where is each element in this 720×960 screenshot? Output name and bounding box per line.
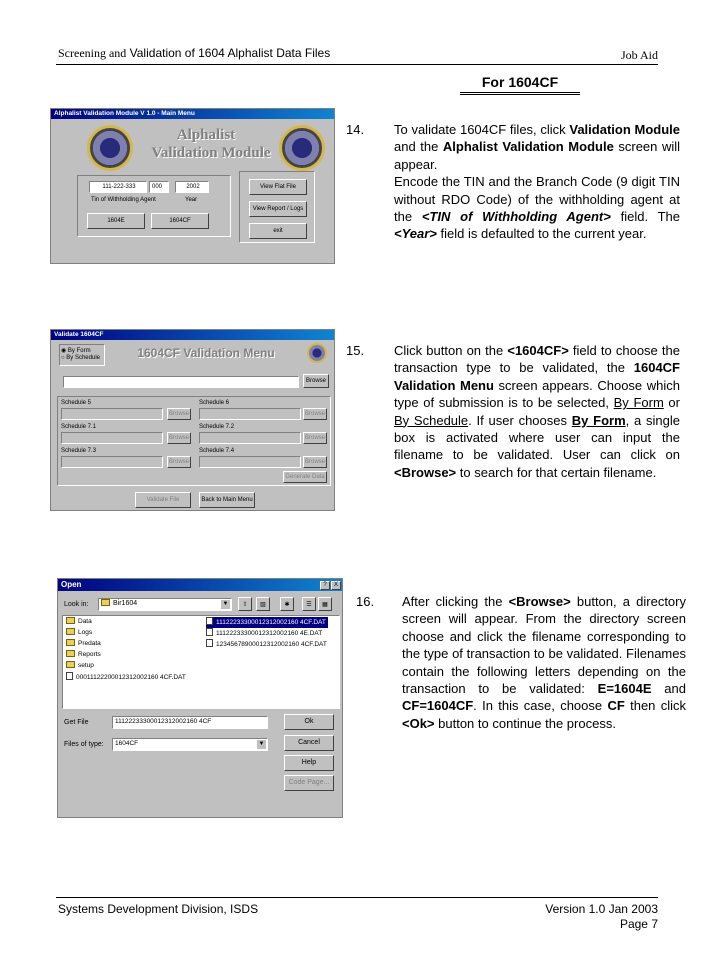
up-folder-icon[interactable]: ⇧ <box>238 597 252 611</box>
header-rule <box>56 64 658 65</box>
help-title-button[interactable]: ? <box>320 581 330 590</box>
text-run: field is defaulted to the current year. <box>436 226 647 242</box>
footer-version-page <box>545 902 658 932</box>
look-in-value: Bir1604 <box>113 600 138 607</box>
step-number: 14. <box>346 122 365 137</box>
folder-icon <box>66 650 75 657</box>
schedule-6-field <box>199 408 301 420</box>
open-dialog-screenshot <box>57 578 343 818</box>
file-icon <box>206 628 213 636</box>
bold-run: CF <box>607 698 625 714</box>
text-run: . In this case, choose <box>473 698 608 714</box>
document-header-job-aid: Job Aid <box>620 48 658 62</box>
text-run: Encode the TIN and the Branch Code (9 digit TIN without RDO Code) of the withholding agent at the <box>394 174 680 225</box>
text-run: screen will appear. <box>394 139 681 172</box>
chevron-down-icon: ▼ <box>258 741 265 747</box>
file-item[interactable] <box>206 639 327 650</box>
file-item[interactable] <box>206 628 322 639</box>
view-flat-file-button[interactable]: View Flat File <box>249 179 307 195</box>
year-field[interactable]: 2002 <box>175 181 209 193</box>
files-of-type-dropdown[interactable] <box>112 738 268 751</box>
document-header-title <box>58 46 330 61</box>
schedule-5-field <box>61 408 163 420</box>
folder-icon <box>66 628 75 635</box>
text-run: To validate 1604CF files, click <box>394 122 570 137</box>
file-name: 12345678900012312002160 4CF.DAT <box>216 641 327 648</box>
government-seal-icon <box>279 125 325 171</box>
text-run: After clicking the <box>402 594 509 609</box>
radio-by-form-label: By Form <box>67 348 91 354</box>
footer-division: Systems Development Division, ISDS <box>58 902 259 916</box>
header-title-part1: Screening and <box>58 46 127 60</box>
header-title-part2: Validation of 1604 Alphalist Data Files <box>126 46 331 60</box>
tin-label: Tin of Withholding Agent <box>91 197 156 203</box>
generate-data-button: Generate Data <box>283 471 327 483</box>
schedule-6-label: Schedule 6 <box>199 400 230 406</box>
bold-run: 1604CF Validation Menu <box>394 360 680 393</box>
folder-icon <box>66 661 75 668</box>
underlined-run: By Form <box>613 395 664 411</box>
bold-run: <Browse> <box>508 594 571 609</box>
schedule-7-4-label: Schedule 7.4 <box>199 448 235 454</box>
step-16-text <box>402 593 686 732</box>
look-in-dropdown[interactable] <box>98 598 232 611</box>
close-title-button[interactable]: X <box>331 581 341 590</box>
text-run: then click <box>624 698 686 714</box>
schedule-7-1-label: Schedule 7.1 <box>61 424 97 430</box>
help-button[interactable]: Help <box>284 755 334 771</box>
text-run: or <box>663 395 680 411</box>
validate-1604cf-screenshot <box>50 329 335 511</box>
radio-by-schedule[interactable]: ○ By Schedule <box>61 355 100 361</box>
bold-run: Validation Module <box>569 122 680 137</box>
text-run: to search for that certain filename. <box>456 464 657 480</box>
step-number: 15. <box>346 343 365 358</box>
folder-icon <box>101 599 110 606</box>
bold-run: E=1604E <box>597 681 652 697</box>
page-number: Page 7 <box>619 917 658 931</box>
main-menu-titlebar: Alphalist Validation Module V 1.0 - Main Menu <box>51 109 334 119</box>
folder-item-data[interactable] <box>66 617 92 627</box>
folder-icon <box>66 639 75 646</box>
folder-name: Predata <box>78 640 101 647</box>
schedule-6-browse-button: Browse <box>303 408 327 420</box>
bold-run: CF=1604CF <box>402 698 474 714</box>
bold-run: Alphalist Validation Module <box>442 139 614 155</box>
schedule-7-2-field <box>199 432 301 444</box>
schedule-7-4-field <box>199 456 301 468</box>
step-16 <box>356 593 686 773</box>
schedule-7-2-label: Schedule 7.2 <box>199 424 235 430</box>
bir-seal-icon <box>307 343 327 363</box>
file-name: 11122233300012312002160 4E.DAT <box>216 630 323 637</box>
step-15 <box>346 342 680 522</box>
step-number: 16. <box>356 594 375 609</box>
exit-button[interactable]: exit <box>249 223 307 239</box>
schedule-7-1-field <box>61 432 163 444</box>
details-view-icon[interactable]: ▦ <box>318 597 332 611</box>
browse-button[interactable]: Browse <box>303 374 329 388</box>
folder-item-logs[interactable] <box>66 628 92 638</box>
code-page-button: Code Page... <box>284 775 334 791</box>
list-view-icon[interactable]: ☰ <box>302 597 316 611</box>
look-in-label: Look in: <box>64 601 89 608</box>
main-menu-screenshot <box>50 108 335 264</box>
tin-field[interactable]: 111-222-333 <box>89 181 147 193</box>
text-run: , a single box is activated where user can input the filename to be validated. User can click on <box>394 412 680 463</box>
bold-run: <Ok> <box>402 715 435 731</box>
cancel-button[interactable]: Cancel <box>284 735 334 751</box>
validation-menu-heading: 1604CF Validation Menu <box>137 346 275 360</box>
text-run: and the <box>394 139 443 155</box>
folder-name: Reports <box>78 651 101 658</box>
file-item-selected[interactable] <box>206 617 328 628</box>
schedule-7-3-label: Schedule 7.3 <box>61 448 97 454</box>
file-item[interactable] <box>66 672 186 683</box>
text-run: . If user chooses <box>468 412 572 428</box>
validate-titlebar: Validate 1604CF <box>51 330 334 340</box>
schedule-7-1-browse-button: Browse <box>167 432 191 444</box>
schedule-7-3-browse-button: Browse <box>167 456 191 468</box>
branch-code-field[interactable]: 000 <box>149 181 169 193</box>
bold-run: <1604CF> <box>507 343 569 358</box>
radio-by-schedule-label: By Schedule <box>66 355 100 361</box>
1604e-button[interactable]: 1604E <box>87 213 145 229</box>
desktop-icon[interactable]: ▧ <box>256 597 270 611</box>
text-run: field to choose the transaction type to be validated, the <box>394 343 680 376</box>
filename-input[interactable] <box>63 376 299 388</box>
ok-button[interactable]: Ok <box>284 714 334 730</box>
get-file-label: Get File <box>64 719 89 726</box>
get-file-input[interactable]: 11122233300012312002160 4CF <box>112 716 268 729</box>
text-run: field. The <box>610 209 680 225</box>
main-menu-heading-line2: Validation Module <box>151 145 271 161</box>
new-folder-icon[interactable]: ✱ <box>280 597 294 611</box>
folder-item-reports[interactable] <box>66 650 101 660</box>
chevron-down-icon: ▼ <box>222 601 229 607</box>
text-run: button to continue the process. <box>434 715 616 731</box>
step-15-text <box>394 342 680 481</box>
file-icon <box>66 672 73 680</box>
file-icon <box>206 617 213 625</box>
radio-by-form[interactable]: ◉ By Form <box>61 348 91 354</box>
bold-run: <Browse> <box>394 464 457 480</box>
schedule-5-browse-button: Browse <box>167 408 191 420</box>
folder-item-setup[interactable] <box>66 661 94 671</box>
file-icon <box>206 639 213 647</box>
underlined-run: By Schedule <box>394 412 469 428</box>
bold-underlined-run: By Form <box>571 412 626 428</box>
folder-name: setup <box>78 662 94 669</box>
1604cf-button[interactable]: 1604CF <box>151 213 209 229</box>
folder-name: Data <box>78 618 92 625</box>
validate-file-button: Validate File <box>135 492 191 508</box>
schedule-7-2-browse-button: Browse <box>303 432 327 444</box>
open-dialog-titlebar: Open <box>58 579 342 591</box>
footer-rule <box>56 897 658 898</box>
section-title: For 1604CF <box>460 74 580 95</box>
file-name: 00011122200012312002160 4CF.DAT <box>76 674 186 681</box>
folder-item-predata[interactable] <box>66 639 101 649</box>
folder-name: Logs <box>78 629 93 636</box>
year-label: Year <box>185 197 198 203</box>
schedule-7-4-browse-button: Browse <box>303 456 327 468</box>
footer-version: Version 1.0 Jan 2003 <box>545 902 658 916</box>
bold-italic-run: <Year> <box>394 226 437 242</box>
back-to-main-menu-button[interactable]: Back to Main Menu <box>199 492 255 508</box>
text-run: and <box>651 681 686 697</box>
main-menu-heading-line1: Alphalist <box>176 127 236 143</box>
view-report-logs-button[interactable]: View Report / Logs <box>249 201 307 217</box>
text-run: screen appears. Choose which type of submission is to be selected, <box>394 377 680 411</box>
file-name: 11122233300012312002160 4CF.DAT <box>216 619 326 626</box>
files-of-type-label: Files of type: <box>64 741 104 748</box>
schedule-5-label: Schedule 5 <box>61 400 92 406</box>
files-of-type-value: 1604CF <box>115 740 139 747</box>
text-run: button, a directory screen will appear. From the directory screen choose and click the filename corresponding to the type of transaction to be validated. Filenames contain the following letters depending on the transaction to be validated: <box>402 594 686 697</box>
bir-seal-icon <box>87 125 133 171</box>
step-14-text <box>394 121 680 243</box>
text-run: Click button on the <box>394 343 508 358</box>
step-14 <box>346 121 680 271</box>
bold-italic-run: <TIN of Withholding Agent> <box>421 209 611 225</box>
schedule-7-3-field <box>61 456 163 468</box>
folder-icon <box>66 617 75 624</box>
